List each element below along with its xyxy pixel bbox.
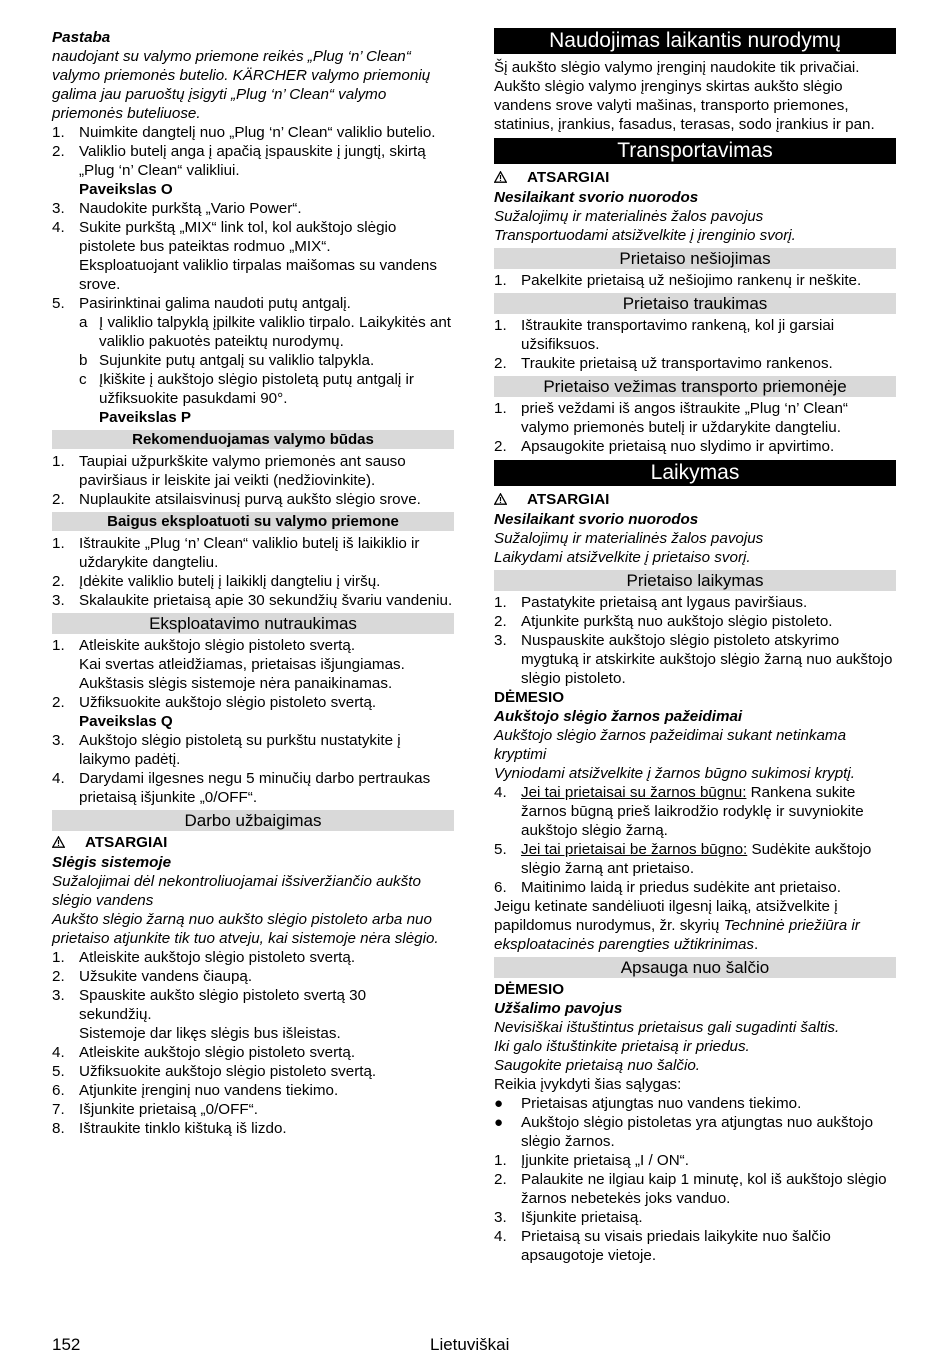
list-item: 1. Taupiai užpurkškite valymo priemonės ant sauso paviršiaus ir leiskite jai veikti (nedžiovinkite). [52,453,406,489]
list-item: 6. Atjunkite įrenginį nuo vandens tiekimo. [52,1082,339,1099]
notice-text: Aukštojo slėgio žarnos pažeidimai sukant netinkama kryptimi [494,727,847,763]
warning-label: ATSARGIAI [494,490,896,510]
list-item: 1. Ištraukite transportavimo rankeną, kol ji garsiai užsifiksuos. [494,317,835,353]
list-item: 2. Palaukite ne ilgiau kaip 1 minutę, kol iš aukštojo slėgio žarnos nebetekės joks vanduo. [494,1171,887,1207]
conditions-intro: Reikia įvykdyti šias sąlygas: [494,1076,682,1093]
list-item: 2. Atjunkite purkštą nuo aukštojo slėgio pistoleto. [494,613,833,630]
section-heading: Apsauga nuo šalčio [494,957,896,978]
warning-label: ATSARGIAI [52,833,454,853]
warning-title: Nesilaikant svorio nuorodos [494,511,699,528]
usage-text: Šį aukšto slėgio valymo įrenginį naudokite tik privačiai. Aukšto slėgio valymo įrenginys skirtas aukšto slėgio vandens srove valyti mašinas, transporto priemones, statinius, įrankius, fasadus, terasas, sodo įrankius ir pan. [494,59,875,133]
list-item: 1. Nuimkite dangtelį nuo „Plug ‘n’ Clean“ valiklio butelio. [52,124,436,141]
list-item: 5. Pasirinktinai galima naudoti putų antgalį. [52,295,351,312]
section-heading: Prietaiso nešiojimas [494,248,896,269]
notice-label: DĖMESIO [494,981,565,998]
list-item: 2. Nuplaukite atsilaisvinusį purvą aukšto slėgio srove. [52,491,421,508]
chapter-heading: Transportavimas [494,138,896,164]
list-item: 2. Traukite prietaisą už transportavimo rankenos. [494,355,833,372]
notice-text: Nevisiškai ištuštintus prietaisus gali sugadinti šaltis. [494,1019,840,1036]
warning-label: ATSARGIAI [494,168,896,188]
left-column [52,28,454,1138]
chapter-reference: Techninė priežiūra ir eksploatacinės parengties užtikrinimas [494,917,860,953]
list-item: 2. Užsukite vandens čiaupą. [52,968,253,985]
list-item: 1. Atleiskite aukštojo slėgio pistoleto svertą. [52,637,356,654]
list-item: 2. Užfiksuokite aukštojo slėgio pistoleto svertą. [52,694,377,711]
list-item: 1. Pastatykite prietaisą ant lygaus paviršiaus. [494,594,808,611]
list-item: 4. Atleiskite aukštojo slėgio pistoleto svertą. [52,1044,356,1061]
figure-ref: Paveikslas O [79,181,173,198]
list-item: 1. prieš veždami iš angos ištraukite „Plug ‘n’ Clean“ valymo priemonės butelį ir uždarykite dangteliu. [494,400,848,436]
notice-text: Saugokite prietaisą nuo šalčio. [494,1057,701,1074]
list-item: 3. Išjunkite prietaisą. [494,1209,643,1226]
notice-text: Iki galo ištuštinkite prietaisą ir priedus. [494,1038,750,1055]
list-item: 4. Darydami ilgesnes negu 5 minučių darbo pertraukas prietaisą išjunkite „0/OFF“. [52,770,431,806]
bullet-item: ● Prietaisas atjungtas nuo vandens tiekimo. [494,1095,802,1112]
list-item: 7. Išjunkite prietaisą „0/OFF“. [52,1101,258,1118]
step-note: Kai svertas atleidžiamas, prietaisas išjungiamas. Aukštasis slėgis sistemoje nėra panaikinamas. [79,656,405,692]
notice-text: Vyniodami atsižvelkite į žarnos būgno sukimosi kryptį. [494,765,855,782]
warning-text: Sužalojimai dėl nekontroliuojamai išsiveržiančio aukšto slėgio vandens [52,873,421,909]
list-item: 4. Jei tai prietaisai su žarnos būgnu: Rankena sukite žarnos būgną prieš laikrodžio rodyklę ir suvyniokite aukštojo slėgio žarną. [494,784,864,839]
list-item: 3. Aukštojo slėgio pistoletą su purkštu nustatykite į laikymo padėtį. [52,732,401,768]
sub-item: a Į valiklio talpyklą įpilkite valiklio tirpalo. Laikykitės ant valiklio pakuotės pateiktų nurodymų. [79,314,451,350]
right-column [494,28,896,1265]
list-item: 3. Naudokite purkštą „Vario Power“. [52,200,302,217]
list-item: 3. Skalaukite prietaisą apie 30 sekundžių švariu vandeniu. [52,592,453,609]
chapter-heading: Laikymas [494,460,896,486]
sub-item: c Įkiškite į aukštojo slėgio pistoletą putų antgalį ir užfiksuokite pasukdami 90°. [79,371,414,407]
warning-text: Laikydami atsižvelkite į prietaiso svorį. [494,549,751,566]
figure-ref: Paveikslas Q [79,713,173,730]
notice-title: Aukštojo slėgio žarnos pažeidimai [494,708,743,725]
list-item: 4. Sukite purkštą „MIX“ link tol, kol aukštojo slėgio pistolete bus pateiktas rodmuo „MIX“. [52,219,397,255]
step-note: Sistemoje dar likęs slėgis bus išleistas. [79,1025,341,1042]
section-heading: Rekomenduojamas valymo būdas [52,430,454,449]
list-item: 1. Pakelkite prietaisą už nešiojimo rankenų ir neškite. [494,272,862,289]
list-item: 3. Spauskite aukšto slėgio pistoleto svertą 30 sekundžių. [52,987,367,1023]
section-heading: Darbo užbaigimas [52,810,454,831]
warning-triangle-icon [494,168,527,188]
list-item: 3. Nuspauskite aukštojo slėgio pistoleto atskyrimo mygtuką ir atskirkite aukštojo slėgio žarną nuo aukštojo slėgio pistoleto. [494,632,893,687]
section-heading: Prietaiso traukimas [494,293,896,314]
section-heading: Prietaiso laikymas [494,570,896,591]
warning-triangle-icon [494,490,527,510]
section-heading: Eksploatavimo nutraukimas [52,613,454,634]
list-item: 5. Jei tai prietaisai be žarnos būgno: Sudėkite aukštojo slėgio žarną ant prietaiso. [494,841,872,877]
warning-text: Sužalojimų ir materialinės žalos pavojus [494,530,764,547]
warning-text: Transportuodami atsižvelkite į įrenginio svorį. [494,227,796,244]
step-note: Eksploatuojant valiklio tirpalas maišomas su vandens srove. [79,257,437,293]
list-item: 5. Užfiksuokite aukštojo slėgio pistoleto svertą. [52,1063,377,1080]
section-heading: Prietaiso vežimas transporto priemonėje [494,376,896,397]
note-title: Pastaba [52,29,111,46]
note-text: naudojant su valymo priemone reikės „Plug ‘n’ Clean“ valymo priemonės butelio. KÄRCHER valymo priemonių galima jau paruoštų įsigyti „Plug ‘n’ Clean“ valymo priemonės buteliuose. [52,48,431,122]
notice-title: Užšalimo pavojus [494,1000,623,1017]
footer-language: Lietuviškai [430,1335,510,1354]
warning-text: Aukšto slėgio žarną nuo aukšto slėgio pistoleto arba nuo prietaiso atjunkite tik tuo atveju, kai sistemoje nėra slėgio. [52,911,439,947]
list-item: 8. Ištraukite tinklo kištuką iš lizdo. [52,1120,287,1137]
warning-triangle-icon [52,833,85,853]
list-item: 1. Įjunkite prietaisą „I / ON“. [494,1152,689,1169]
page-number: 152 [52,1335,81,1354]
bullet-item: ● Aukštojo slėgio pistoletas yra atjungtas nuo aukštojo slėgio žarnos. [494,1114,874,1150]
list-item: 1. Ištraukite „Plug ‘n’ Clean“ valiklio butelį iš laikiklio ir uždarykite dangteliu. [52,535,420,571]
warning-text: Sužalojimų ir materialinės žalos pavojus [494,208,764,225]
figure-ref: Paveikslas P [99,409,192,426]
section-heading: Baigus eksploatuoti su valymo priemone [52,512,454,531]
sub-item: b Sujunkite putų antgalį su valiklio talpykla. [79,352,375,369]
list-item: 2. Valiklio butelį anga į apačią įspauskite į jungtį, skirtą „Plug ‘n’ Clean“ valikliui. [52,143,426,179]
warning-title: Nesilaikant svorio nuorodos [494,189,699,206]
list-item: 1. Atleiskite aukštojo slėgio pistoleto svertą. [52,949,356,966]
list-item: 2. Įdėkite valiklio butelį į laikiklį dangteliu į viršų. [52,573,381,590]
list-item: 6. Maitinimo laidą ir priedus sudėkite ant prietaiso. [494,879,841,896]
list-item: 4. Prietaisą su visais priedais laikykite nuo šalčio apsaugotoje vietoje. [494,1228,831,1264]
chapter-heading: Naudojimas laikantis nurodymų [494,28,896,54]
warning-title: Slėgis sistemoje [52,854,172,871]
list-item: 2. Apsaugokite prietaisą nuo slydimo ir apvirtimo. [494,438,835,455]
notice-label: DĖMESIO [494,689,565,706]
storage-note: Jeigu ketinate sandėliuoti ilgesnį laiką, atsižvelkite į papildomus nurodymus, žr. skyrių Techninė priežiūra ir eksploatacinės parengties užtikrinimas. [494,898,860,953]
